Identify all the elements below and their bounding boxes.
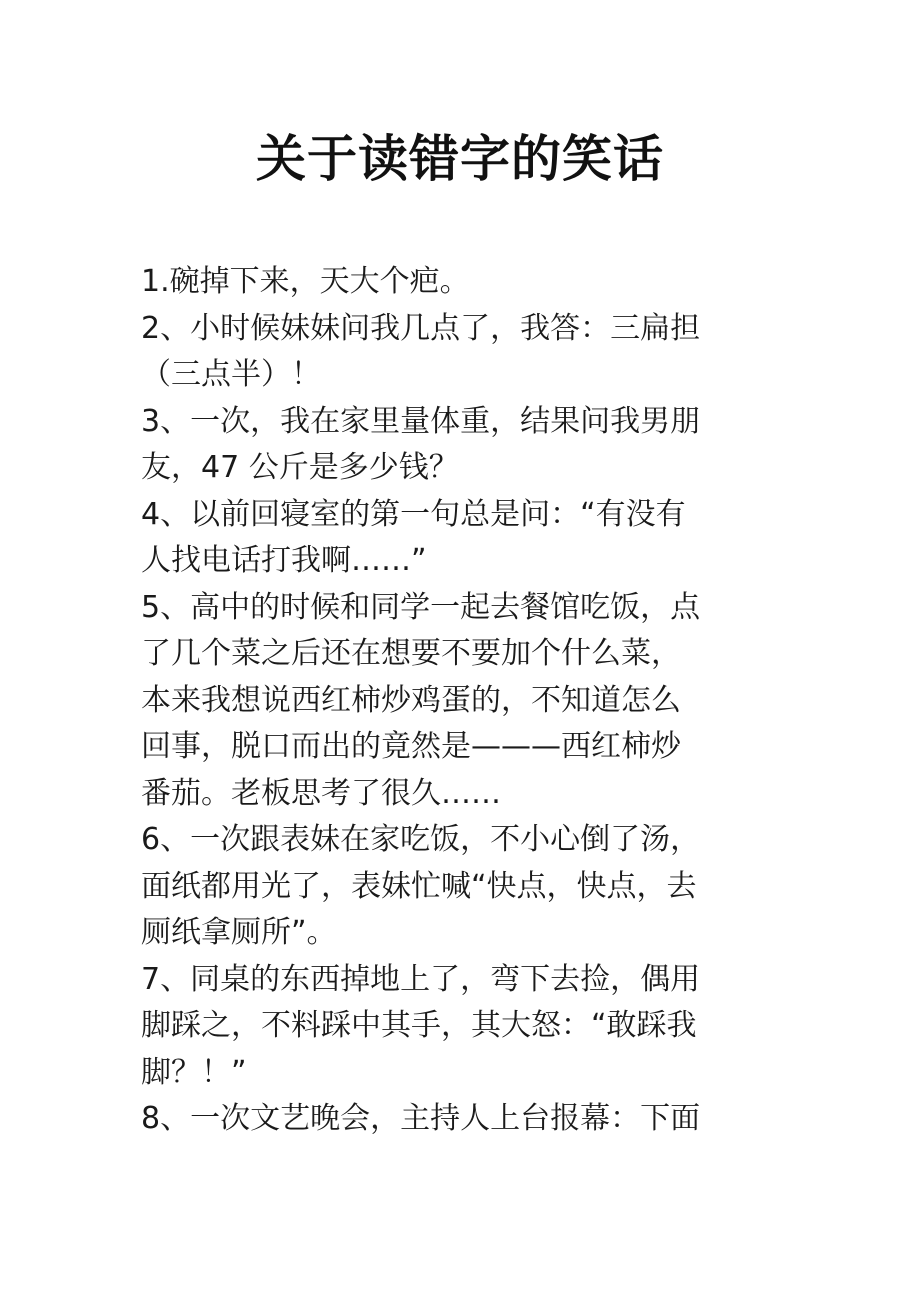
joke-paragraph-7: 7、同桌的东西掉地上了，弯下去捡，偶用 脚踩之，不料踩中其手，其大怒：“敢踩我 脚？！”	[141, 961, 701, 1090]
joke-paragraph-1: 1.碗掉下来，天大个疤。	[141, 264, 470, 299]
document-title: 关于读错字的笑话	[256, 130, 664, 188]
joke-paragraph-8: 8、一次文艺晚会，主持人上台报幕：下面	[141, 1101, 701, 1136]
joke-paragraph-5: 5、高中的时候和同学一起去餐馆吃饭，点 了几个菜之后还在想要不要加个什么菜， 本来我想说西红柿炒鸡蛋的，不知道怎么 回事，脱口而出的竟然是———西红柿炒 番茄。老板思考了很久……	[141, 589, 701, 811]
joke-paragraph-3: 3、一次，我在家里量体重，结果问我男朋 友，47 公斤是多少钱？	[141, 403, 701, 485]
joke-paragraph-4: 4、以前回寝室的第一句总是问：“有没有 人找电话打我啊……”	[141, 496, 686, 578]
joke-paragraph-6: 6、一次跟表妹在家吃饭，不小心倒了汤， 面纸都用光了，表妹忙喊“快点，快点，去 厕纸拿厕所”。	[141, 822, 701, 950]
document-body	[141, 259, 775, 1143]
joke-paragraph-2: 2、小时候妹妹问我几点了，我答：三扁担 （三点半）！	[141, 310, 701, 392]
